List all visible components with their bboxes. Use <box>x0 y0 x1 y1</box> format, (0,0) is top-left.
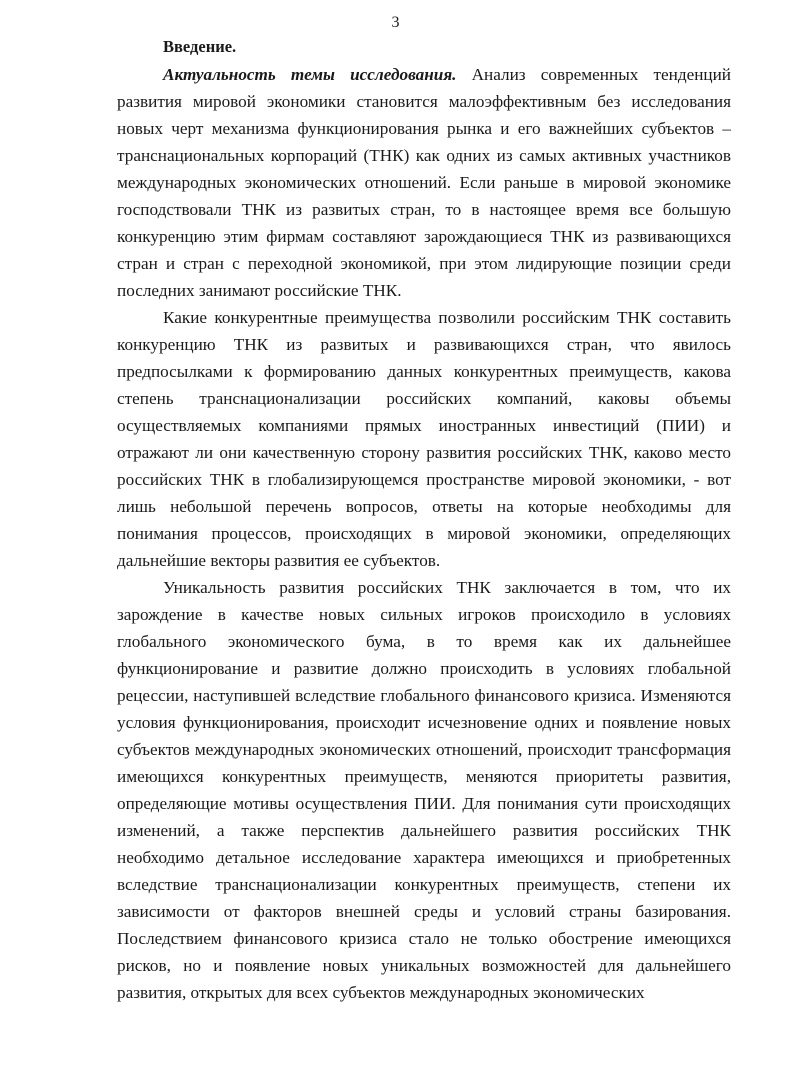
paragraph-1 <box>117 61 731 304</box>
paragraph-text: Какие конкурентные преимущества позволили российским ТНК составить конкуренцию ТНК из развитых и развивающихся стран, что явилось предпосылками к формированию данных конкурентных преимуществ, какова степень транснационализации российских компаний, каковы объемы осуществляемых компаниями прямых иностранных инвестиций (ПИИ) и отражают ли они качественную сторону развития российских ТНК, каково место российских ТНК в глобализирующемся пространстве мировой экономики, - вот лишь небольшой перечень вопросов, ответы на которые необходимы для понимания процессов, происходящих в мировой экономики, определяющих дальнейшие векторы развития ее субъектов. <box>117 308 731 570</box>
document-body <box>117 36 731 1006</box>
section-heading: Введение. <box>163 37 237 56</box>
paragraph-3 <box>117 574 731 1006</box>
paragraph-2 <box>117 304 731 574</box>
paragraph-lead: Актуальность темы исследования. <box>163 65 457 84</box>
paragraph-text: Уникальность развития российских ТНК заключается в том, что их зарождение в качестве новых сильных игроков происходило в условиях глобального экономического бума, в то время как их дальнейшее функционирование и развитие должно происходить в условиях глобальной рецессии, наступившей вследствие глобального финансового кризиса. Изменяются условия функционирования, происходит исчезновение одних и появление новых субъектов международных экономических отношений, происходит трансформация имеющихся конкурентных преимуществ, меняются приоритеты развития, определяющие мотивы осуществления ПИИ. Для понимания сути происходящих изменений, а также перспектив дальнейшего развития российских ТНК необходимо детальное исследование характера имеющихся и приобретенных вследствие транснационализации конкурентных преимуществ, степени их зависимости от факторов внешней среды и условий страны базирования. Последствием финансового кризиса стало не только обострение имеющихся рисков, но и появление новых уникальных возможностей для дальнейшего развития, открытых для всех субъектов международных экономических <box>117 578 731 1002</box>
paragraph-text: Анализ современных тенденций развития мировой экономики становится малоэффективным без исследования новых черт механизма функционирования рынка и его важнейших субъектов – транснациональных корпораций (ТНК) как одних из самых активных участников международных экономических отношений. Если раньше в мировой экономике господствовали ТНК из развитых стран, то в настоящее время все большую конкуренцию этим фирмам составляют зарождающиеся ТНК из развивающихся стран и стран с переходной экономикой, при этом лидирующие позиции среди последних занимают российские ТНК. <box>117 65 731 300</box>
page-number: 3 <box>391 14 400 31</box>
